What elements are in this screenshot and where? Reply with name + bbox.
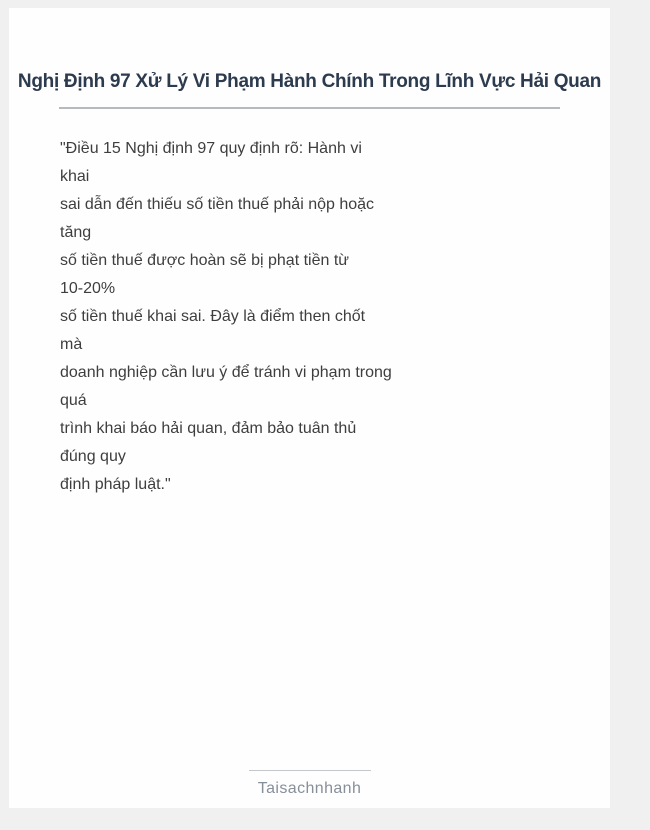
quote-line: quá: [60, 392, 87, 409]
quote-line: trình khai báo hải quan, đảm bảo tuân thủ: [60, 420, 357, 437]
quote-line: tăng: [60, 224, 92, 241]
footer-divider: [249, 770, 371, 771]
title-divider: [59, 107, 560, 109]
quote-line: số tiền thuế được hoàn sẽ bị phạt tiền từ: [60, 252, 349, 269]
quote-line: mà: [60, 336, 83, 353]
quote-line: định pháp luật.": [60, 476, 171, 493]
quote-line: "Điều 15 Nghị định 97 quy định rõ: Hành vi: [60, 140, 362, 157]
quote-line: doanh nghiệp cần lưu ý để tránh vi phạm trong: [60, 364, 392, 381]
quote-paragraph: [60, 135, 570, 499]
quote-line: 10-20%: [60, 280, 116, 297]
page-title: Nghị Định 97 Xử Lý Vi Phạm Hành Chính Trong Lĩnh Vực Hải Quan: [17, 71, 602, 92]
footer-brand-text: Taisachnhanh: [257, 780, 362, 797]
document-card: [9, 8, 610, 808]
card-footer: [9, 770, 610, 798]
quote-line: khai: [60, 168, 90, 185]
quote-line: số tiền thuế khai sai. Đây là điểm then chốt: [60, 308, 366, 325]
quote-line: sai dẫn đến thiếu số tiền thuế phải nộp hoặc: [60, 196, 375, 213]
quote-line: đúng quy: [60, 448, 126, 465]
